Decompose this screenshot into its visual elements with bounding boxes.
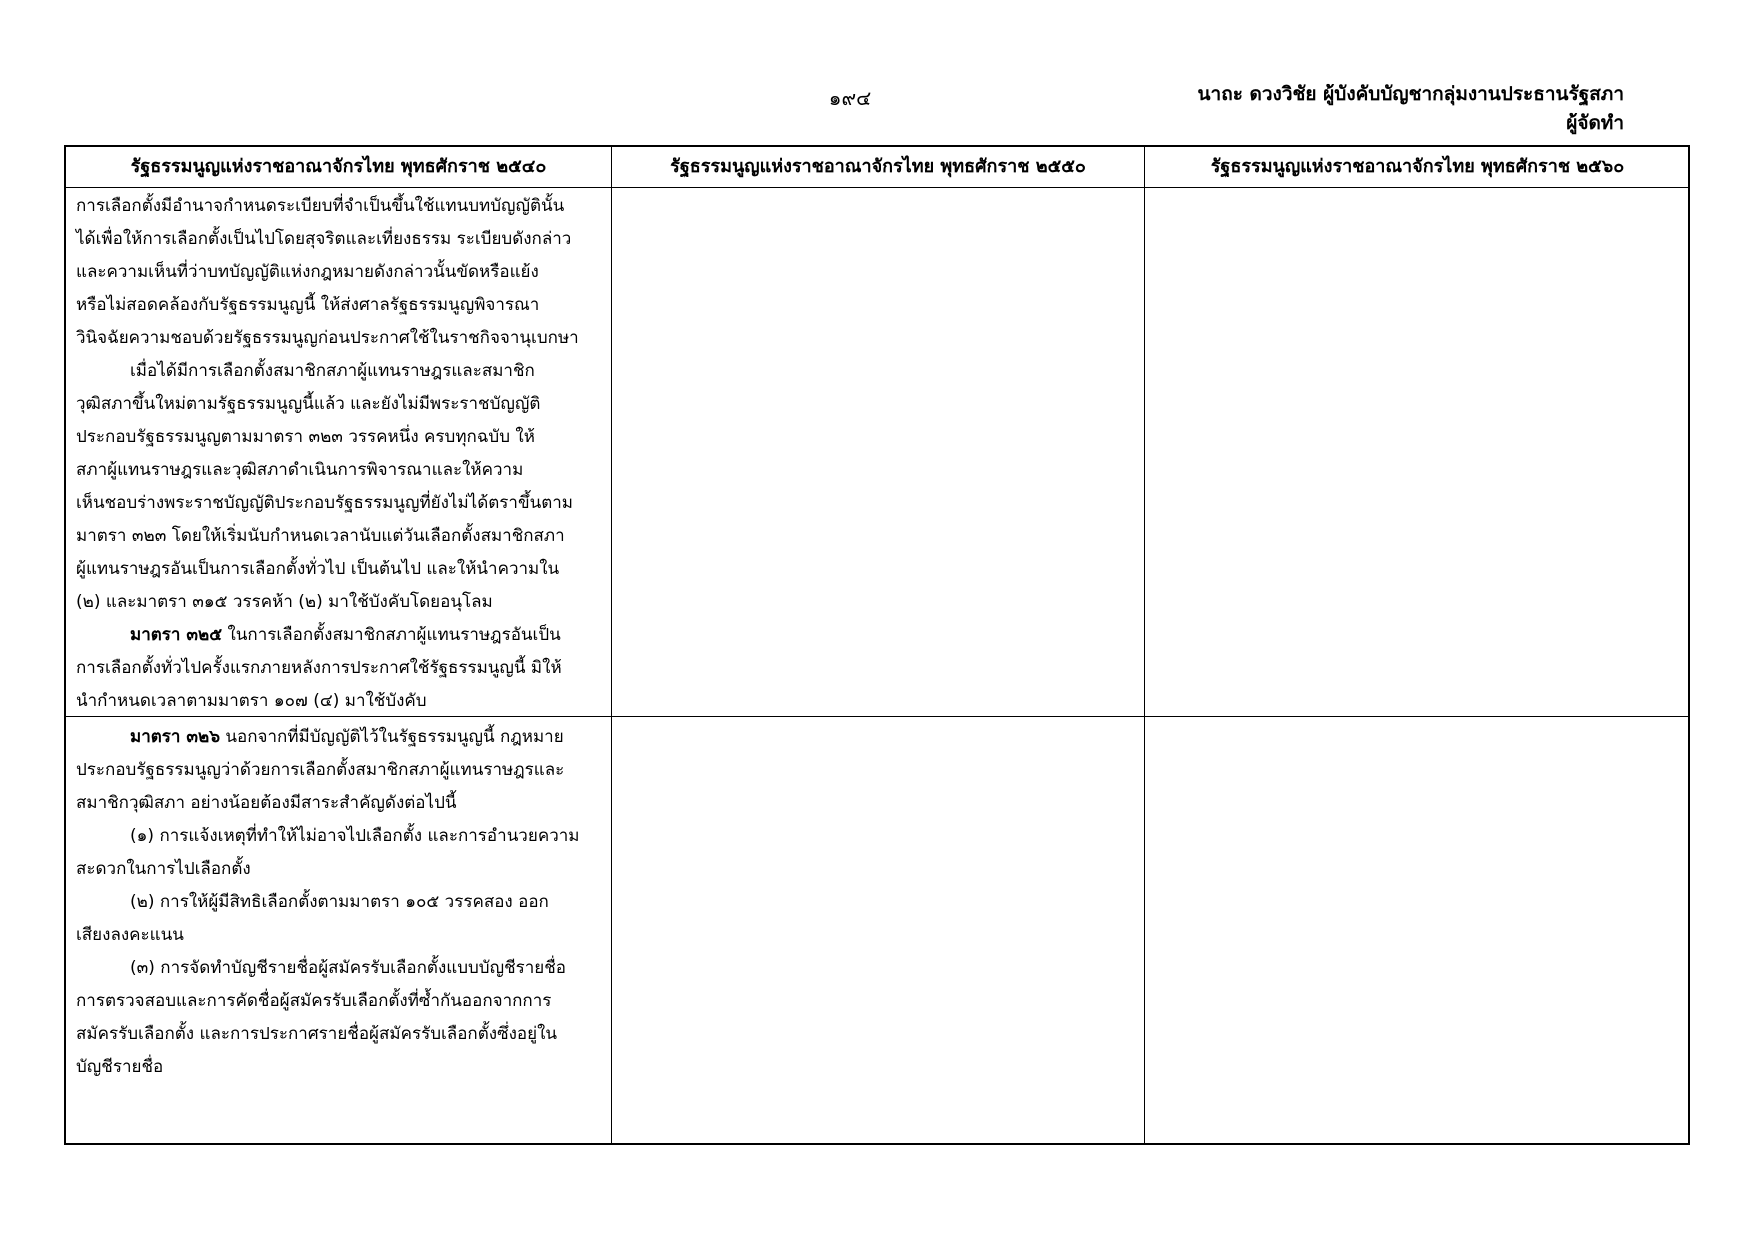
text-line: เสียงลงคะแนน [76,925,184,945]
section-line [76,721,604,754]
list-item: (๑) การแจ้งเหตุที่ทำให้ไม่อาจไปเลือกตั้ง และการอำนวยความ [130,826,580,846]
header-divider [66,187,1688,188]
text-line: มาตรา ๓๒๓ โดยให้เริ่มนับกำหนดเวลานับแต่วันเลือกตั้งสมาชิกสภา [76,526,565,546]
column-header-2560: รัฐธรรมนูญแห่งราชอาณาจักรไทย พุทธศักราช ๒๕๖๐ [1210,156,1625,177]
text-line: สภาผู้แทนราษฎรและวุฒิสภาดำเนินการพิจารณาและให้ความ [76,460,524,480]
text-line: การเลือกตั้งทั่วไปครั้งแรกภายหลังการประกาศใช้รัฐธรรมนูญนี้ มิให้ [76,658,562,678]
column-header-2540: รัฐธรรมนูญแห่งราชอาณาจักรไทย พุทธศักราช ๒๕๔๐ [130,156,547,177]
row1-cell-2540 [76,190,604,718]
text-line: บัญชีรายชื่อ [76,1057,164,1077]
text-line: หรือไม่สอดคล้องกับรัฐธรรมนูญนี้ ให้ส่งศาลรัฐธรรมนูญพิจารณา [76,295,540,315]
section-line [76,619,604,652]
text-line: ได้เพื่อให้การเลือกตั้งเป็นไปโดยสุจริตและเที่ยงธรรม ระเบียบดังกล่าว [76,229,572,249]
text-line: เห็นชอบร่างพระราชบัญญัติประกอบรัฐธรรมนูญที่ยังไม่ได้ตราขึ้นตาม [76,493,574,513]
text-line: นำกำหนดเวลาตามมาตรา ๑๐๗ (๔) มาใช้บังคับ [76,691,427,711]
author-block [1198,80,1624,138]
text-line: ผู้แทนราษฎรอันเป็นการเลือกตั้งทั่วไป เป็นต้นไป และให้นำความใน [76,559,560,579]
text-line: สะดวกในการไปเลือกตั้ง [76,859,251,879]
text-line: ประกอบรัฐธรรมนูญว่าด้วยการเลือกตั้งสมาชิกสภาผู้แทนราษฎรและ [76,760,565,780]
text-line: การเลือกตั้งมีอำนาจกำหนดระเบียบที่จำเป็นขึ้นใช้แทนบทบัญญัตินั้น [76,196,565,216]
list-item: (๓) การจัดทำบัญชีรายชื่อผู้สมัครรับเลือกตั้งแบบบัญชีรายชื่อ [130,958,566,978]
column-header-2550: รัฐธรรมนูญแห่งราชอาณาจักรไทย พุทธศักราช ๒๕๕๐ [670,156,1086,177]
text-line: วินิจฉัยความชอบด้วยรัฐธรรมนูญก่อนประกาศใช้ในราชกิจจานุเบกษา [76,328,579,348]
row2-cell-2540 [76,721,604,1084]
text-line: (๒) และมาตรา ๓๑๕ วรรคห้า (๒) มาใช้บังคับโดยอนุโลม [76,592,493,612]
section-text: นอกจากที่มีบัญญัติไว้ในรัฐธรรมนูญนี้ กฎหมาย [220,727,564,747]
text-line: และความเห็นที่ว่าบทบัญญัติแห่งกฎหมายดังกล่าวนั้นขัดหรือแย้ง [76,262,539,282]
comparison-table [64,145,1690,1145]
list-item: (๒) การให้ผู้มีสิทธิเลือกตั้งตามมาตรา ๑๐๕ วรรคสอง ออก [130,892,549,912]
page-number: ๑๙๔ [828,86,872,110]
author-name: นาถะ ดวงวิชัย ผู้บังคับบัญชากลุ่มงานประธานรัฐสภา [1197,83,1624,105]
text-line: เมื่อได้มีการเลือกตั้งสมาชิกสภาผู้แทนราษฎรและสมาชิก [130,361,535,381]
text-line: การตรวจสอบและการคัดชื่อผู้สมัครรับเลือกตั้งที่ซ้ำกันออกจากการ [76,991,552,1011]
text-line: ประกอบรัฐธรรมนูญตามมาตรา ๓๒๓ วรรคหนึ่ง ครบทุกฉบับ ให้ [76,427,535,447]
column-divider [611,147,612,1143]
section-number: มาตรา ๓๒๖ [130,727,221,747]
section-number: มาตรา ๓๒๕ [130,625,223,645]
author-role: ผู้จัดทำ [1566,112,1624,134]
column-divider [1144,147,1145,1143]
text-line: สมาชิกวุฒิสภา อย่างน้อยต้องมีสาระสำคัญดังต่อไปนี้ [76,793,457,813]
section-text: ในการเลือกตั้งสมาชิกสภาผู้แทนราษฎรอันเป็น [222,625,561,645]
text-line: สมัครรับเลือกตั้ง และการประกาศรายชื่อผู้สมัครรับเลือกตั้งซึ่งอยู่ใน [76,1024,557,1044]
text-line: วุฒิสภาขึ้นใหม่ตามรัฐธรรมนูญนี้แล้ว และยังไม่มีพระราชบัญญัติ [76,394,541,414]
